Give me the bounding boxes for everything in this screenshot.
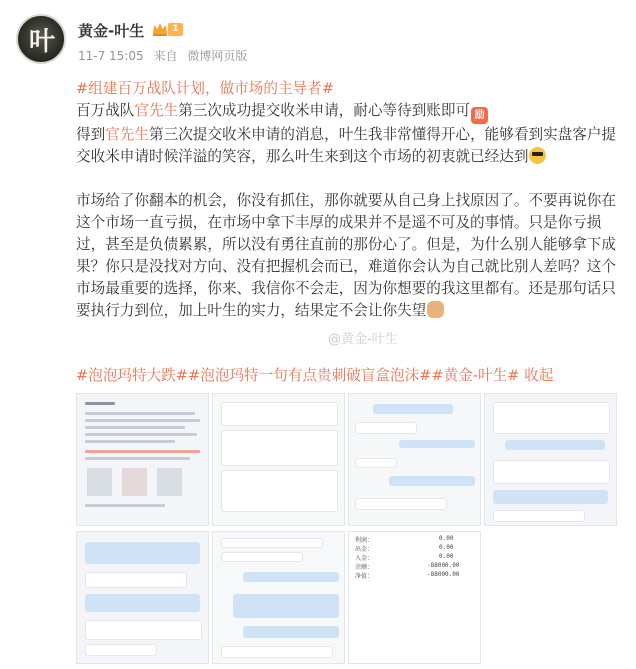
p3-text: 市场给了你翻本的机会，你没有抓住，那你就要从自己身上找原因了。不要再说你在这个市场一直亏损，在市场中拿下丰厚的成果并不是遥不可及的事情。只是你亏损过，甚至是负债累累，所以没有勇往直前的那份心了。但是，为什么别人能够拿下成果？你只是没找对方向、没有把握机会而已，难道你会认为自己就比别人差吗？这个市场最重要的选择，你来、我信你不会走，因为你想要的我这里都有。还是那句话只要执行力到位，加上叶生的实力，结果定不会让你失望 [76,192,616,319]
mention-name[interactable]: 官先生 [134,102,179,119]
post-time[interactable]: 11-7 15:05 [78,49,144,63]
watermark: @黄金-叶生 [328,332,398,347]
mention-name-2[interactable]: 官先生 [105,126,149,143]
image-thumb-1[interactable] [76,393,209,526]
sheet-row-label: 入金： [355,555,374,562]
sheet-row-label: 余额： [355,564,374,571]
sheet-row-label: 净值： [355,573,374,580]
hashtag-row [76,364,553,385]
collapse-link[interactable]: 收起 [524,367,554,384]
image-thumb-5[interactable] [76,531,209,664]
post-source: 微博网页版 [187,49,248,63]
p2-text-b: 第三次提交收米申请的消息，叶生我非常懂得开心，能够看到实盘客户提交收米申请时候洋溢的笑容，那么叶生来到这个市场的初衷就已经达到 [76,126,617,165]
image-thumb-6[interactable] [212,531,345,664]
hashtag-3[interactable]: #黄金-叶生# [431,367,520,384]
sheet-row-value: 0.00 [439,544,454,551]
crown-icon [152,22,168,36]
sheet-row-value: -88000.00 [427,562,460,569]
avatar[interactable] [16,14,66,64]
image-thumb-7-account-sheet[interactable] [348,531,481,664]
post-content [76,78,624,322]
p1-text-a: 百万战队 [76,102,135,119]
post-source-label: 来自 [153,49,178,63]
p1-text-b: 第三次成功提交收米申请，耐心等待到账即可 [178,102,471,119]
sheet-row-value: 0.00 [439,553,454,560]
encourage-emoji-icon: 励 [471,107,488,124]
sheet-row-label: 出金： [355,546,374,553]
topic-tag[interactable]: #组建百万战队计划，做市场的主导者# [76,80,334,97]
sheet-row-value: 0.00 [439,535,454,542]
image-thumb-4[interactable] [484,393,617,526]
cool-sunglasses-emoji-icon [529,147,546,164]
post-meta [78,47,253,64]
sheet-row-value: -88000.00 [427,571,460,578]
hashtag-2[interactable]: #泡泡玛特一句有点贵刺破盲盒泡沫# [188,367,432,384]
sheet-row-label: 利润： [355,537,374,544]
fist-emoji-icon [427,301,444,318]
avatar-glyph: 叶 [28,26,53,57]
level-badge: 1 [168,23,183,36]
p2-text-a: 得到 [76,126,106,143]
image-thumb-3[interactable] [348,393,481,526]
hashtag-1[interactable]: #泡泡玛特大跌# [76,367,189,384]
username[interactable]: 黄金-叶生 [78,22,145,40]
image-thumb-2[interactable] [212,393,345,526]
